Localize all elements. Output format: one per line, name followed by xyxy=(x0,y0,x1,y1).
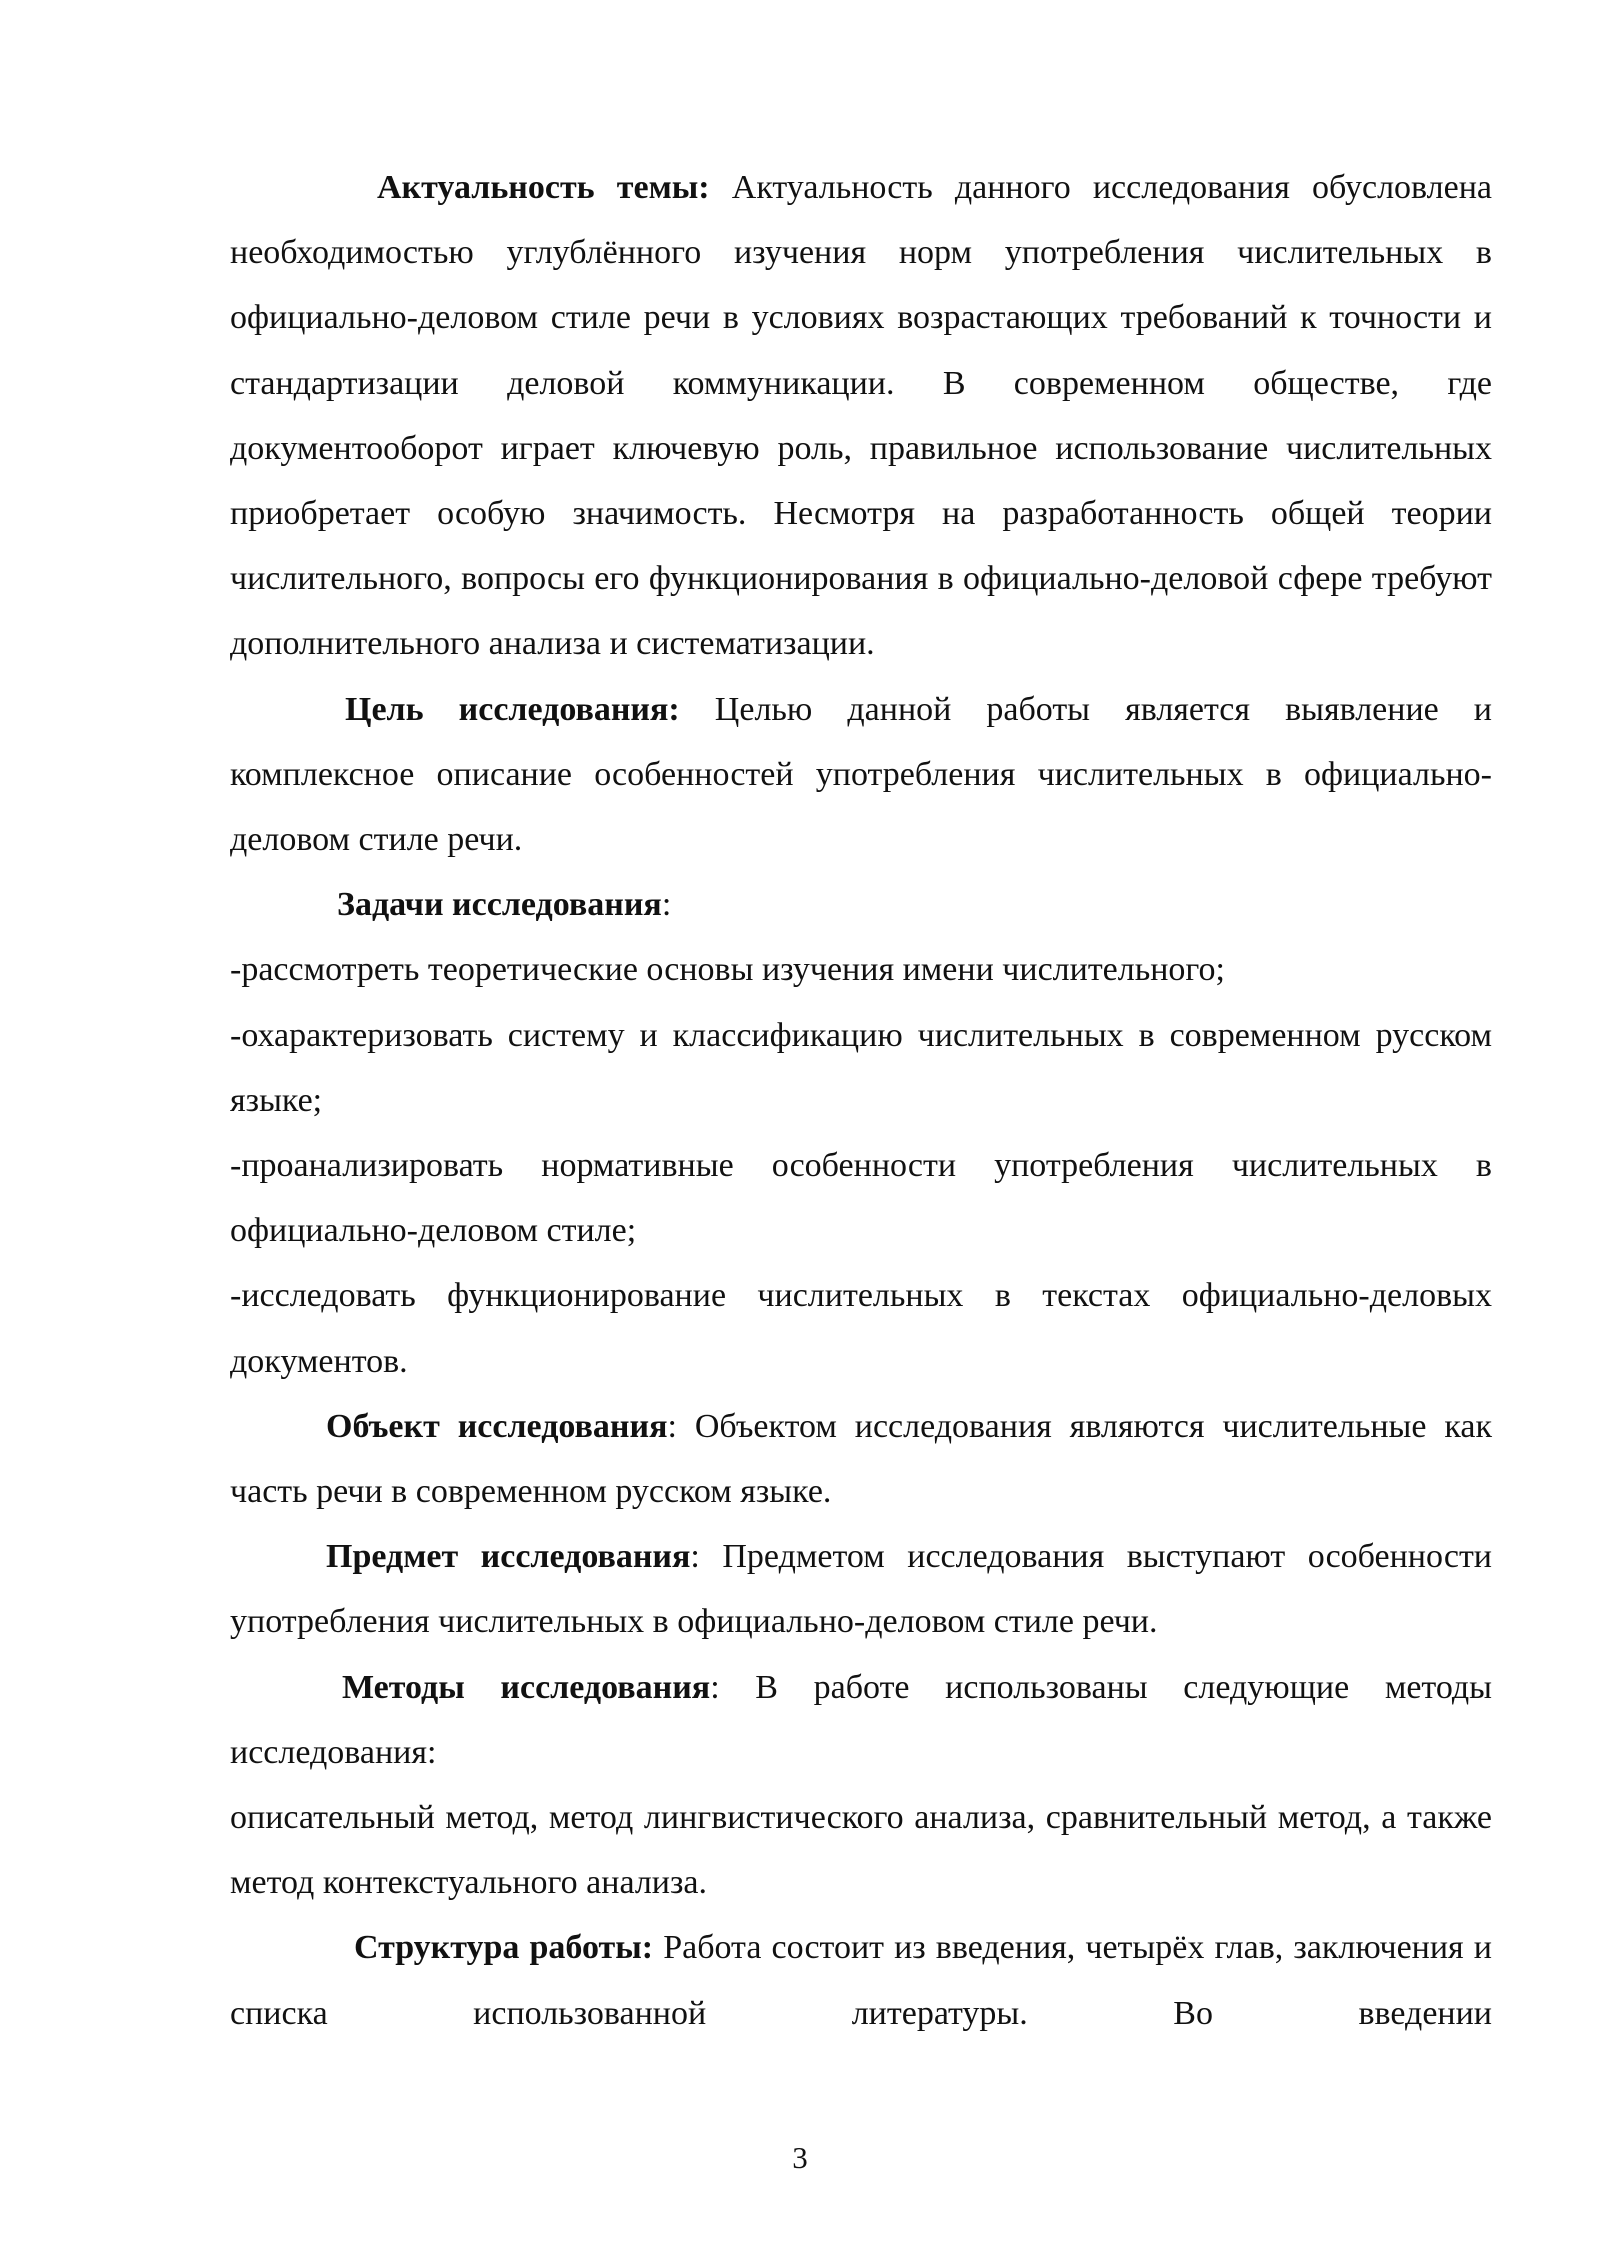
structure-text: Работа состоит из введения, четырёх глав, заключения и списка использованной литературы. Во введении xyxy=(230,1929,1492,2032)
document-page xyxy=(230,155,1492,2046)
tasks-heading: Задачи исследования xyxy=(337,886,662,924)
paragraph-methods xyxy=(230,1655,1492,1785)
relevance-heading: Актуальность темы: xyxy=(377,169,710,206)
tasks-colon: : xyxy=(661,886,672,924)
goal-text: Целью данной работы является выявление и комплексное описание особенностей употребления числительных в официально-деловом стиле речи. xyxy=(230,690,1492,859)
paragraph-object xyxy=(230,1394,1492,1524)
paragraph-tasks-heading xyxy=(230,872,1492,937)
task-item: -рассмотреть теоретические основы изучения имени числительного; xyxy=(230,951,1225,989)
object-heading: Объект исследования xyxy=(326,1407,668,1445)
subject-text: Предметом исследования выступают особенности употребления числительных в официально-деловом стиле речи. xyxy=(230,1538,1492,1641)
subject-colon: : xyxy=(690,1538,700,1576)
task-item: -исследовать функционирование числительных в текстах официально-деловых документов. xyxy=(230,1277,1492,1380)
relevance-text: Актуальность данного исследования обусловлена необходимостью углублённого изучения норм употребления числительных в официально-деловом стиле речи в условиях возрастающих требований к точности и стандартизации деловой коммуникации. В современном обществе, где документооборот играет ключевую роль, правильное использование числительных приобретает особую значимость. Несмотря на разработанность общей теории числительного, вопросы его функционирования в официально-деловой сфере требуют дополнительного анализа и систематизации. xyxy=(230,169,1493,663)
task-item: -проанализировать нормативные особенности употребления числительных в официально-деловом стиле; xyxy=(230,1147,1492,1250)
structure-heading: Структура работы: xyxy=(354,1929,654,1967)
paragraph-relevance xyxy=(230,155,1492,677)
task-item: -охарактеризовать систему и классификацию числительных в современном русском языке; xyxy=(230,1016,1492,1119)
paragraph-subject xyxy=(230,1524,1492,1654)
methods-colon: : xyxy=(710,1668,720,1706)
methods-text: В работе использованы следующие методы исследования: xyxy=(230,1668,1492,1771)
object-text: Объектом исследования являются числительные как часть речи в современном русском языке. xyxy=(230,1407,1492,1511)
page-number: 3 xyxy=(792,2140,808,2175)
goal-heading: Цель исследования: xyxy=(345,690,680,728)
paragraph-structure xyxy=(230,1915,1492,2045)
object-colon: : xyxy=(667,1407,677,1445)
methods-heading: Методы исследования xyxy=(342,1668,711,1706)
paragraph-goal xyxy=(230,677,1492,873)
subject-heading: Предмет исследования xyxy=(326,1538,691,1576)
methods-list: описательный метод, метод лингвистического анализа, сравнительный метод, а также метод контекстуального анализа. xyxy=(230,1799,1492,1902)
